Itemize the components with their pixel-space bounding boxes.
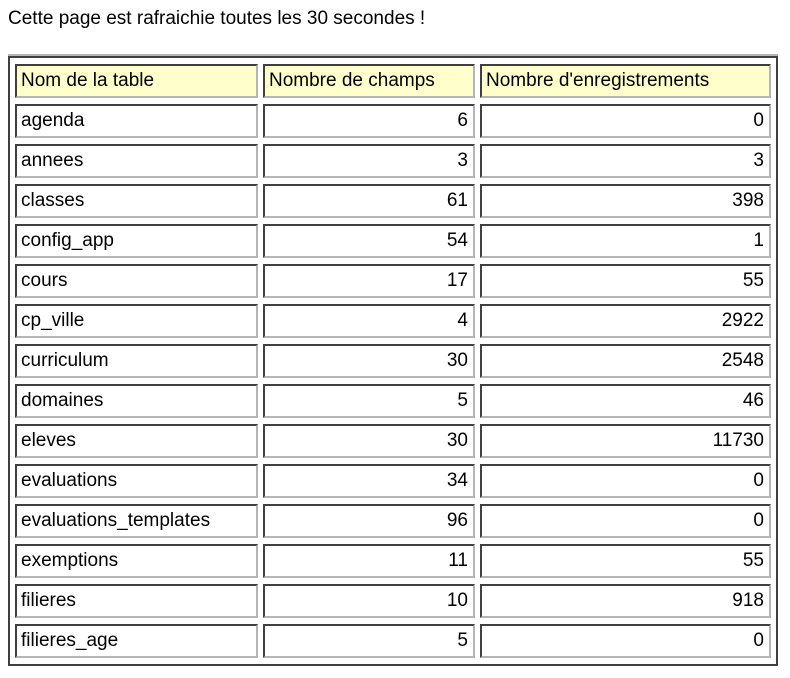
cell-field-count: 96	[263, 504, 475, 538]
cell-table-name: config_app	[15, 224, 258, 258]
cell-table-name: exemptions	[15, 544, 258, 578]
table-row	[15, 264, 771, 298]
cell-table-name: domaines	[15, 384, 258, 418]
cell-table-name: filieres_age	[15, 624, 258, 658]
table-row	[15, 464, 771, 498]
table-row	[15, 544, 771, 578]
column-header-field-count: Nombre de champs	[263, 64, 475, 98]
table-row	[15, 184, 771, 218]
cell-record-count: 398	[480, 184, 771, 218]
cell-record-count: 55	[480, 264, 771, 298]
cell-table-name: evaluations	[15, 464, 258, 498]
table-row	[15, 424, 771, 458]
cell-field-count: 61	[263, 184, 475, 218]
column-header-record-count: Nombre d'enregistrements	[480, 64, 771, 98]
cell-record-count: 3	[480, 144, 771, 178]
table-row	[15, 384, 771, 418]
cell-field-count: 5	[263, 384, 475, 418]
table-row	[15, 344, 771, 378]
cell-field-count: 34	[263, 464, 475, 498]
table-row	[15, 144, 771, 178]
cell-record-count: 46	[480, 384, 771, 418]
cell-record-count: 0	[480, 624, 771, 658]
cell-record-count: 918	[480, 584, 771, 618]
cell-field-count: 3	[263, 144, 475, 178]
cell-field-count: 5	[263, 624, 475, 658]
cell-table-name: curriculum	[15, 344, 258, 378]
cell-table-name: eleves	[15, 424, 258, 458]
cell-record-count: 0	[480, 464, 771, 498]
cell-record-count: 2922	[480, 304, 771, 338]
cell-field-count: 11	[263, 544, 475, 578]
db-tables-stats-table	[8, 56, 778, 666]
cell-table-name: cours	[15, 264, 258, 298]
cell-table-name: cp_ville	[15, 304, 258, 338]
cell-field-count: 10	[263, 584, 475, 618]
table-body	[15, 104, 771, 658]
table-row	[15, 104, 771, 138]
table-row	[15, 224, 771, 258]
cell-record-count: 0	[480, 104, 771, 138]
cell-record-count: 2548	[480, 344, 771, 378]
refresh-notice: Cette page est rafraichie toutes les 30 secondes !	[8, 8, 426, 29]
cell-table-name: agenda	[15, 104, 258, 138]
cell-record-count: 55	[480, 544, 771, 578]
cell-table-name: annees	[15, 144, 258, 178]
table-row	[15, 304, 771, 338]
table-row	[15, 504, 771, 538]
cell-table-name: filieres	[15, 584, 258, 618]
cell-table-name: evaluations_templates	[15, 504, 258, 538]
cell-field-count: 30	[263, 424, 475, 458]
cell-record-count: 1	[480, 224, 771, 258]
cell-field-count: 4	[263, 304, 475, 338]
table-row	[15, 624, 771, 658]
cell-field-count: 17	[263, 264, 475, 298]
table-row	[15, 584, 771, 618]
cell-field-count: 54	[263, 224, 475, 258]
cell-table-name: classes	[15, 184, 258, 218]
table-header-row	[15, 64, 771, 98]
cell-record-count: 11730	[480, 424, 771, 458]
column-header-table-name: Nom de la table	[15, 64, 258, 98]
cell-field-count: 30	[263, 344, 475, 378]
cell-field-count: 6	[263, 104, 475, 138]
cell-record-count: 0	[480, 504, 771, 538]
